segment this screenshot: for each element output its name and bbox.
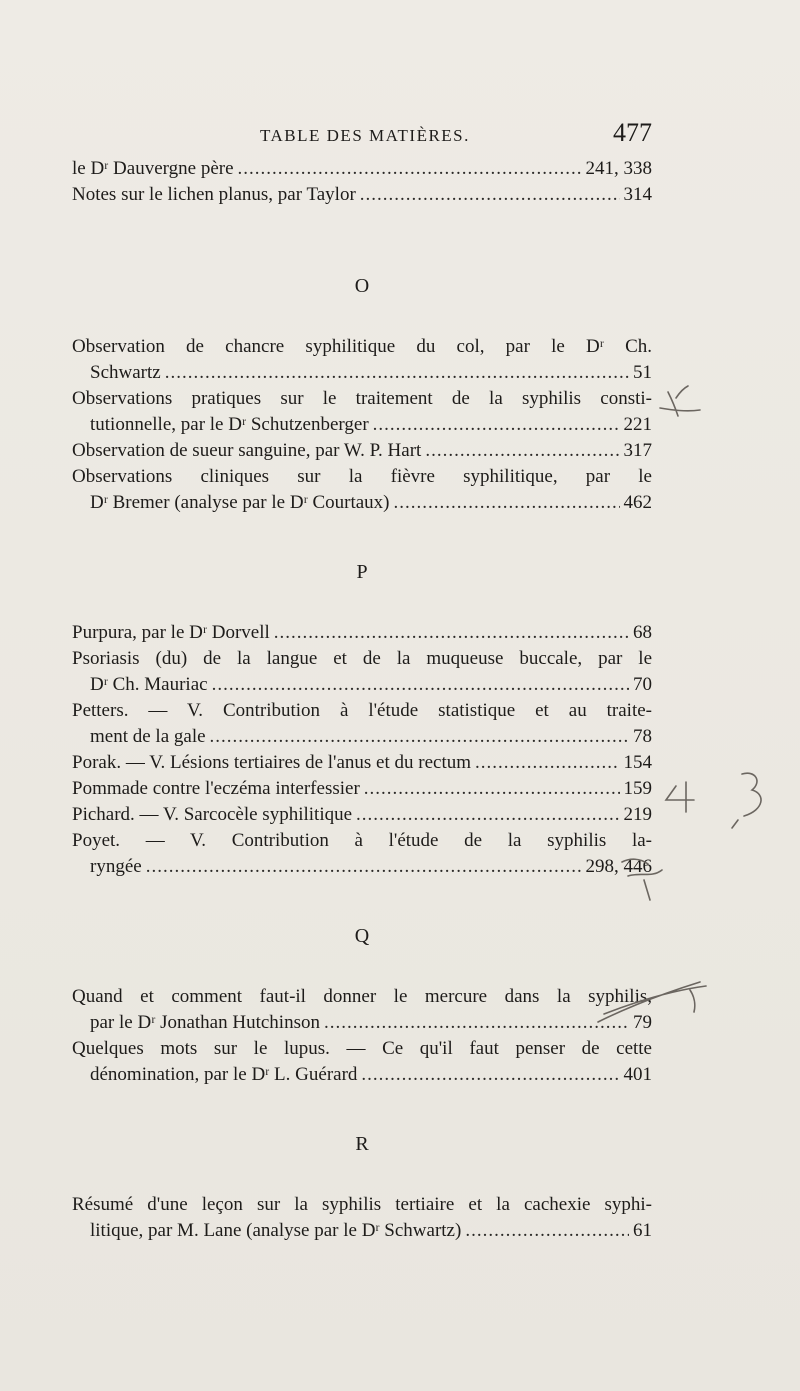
- dot-leader: [356, 802, 619, 828]
- toc-page-ref: 51: [633, 362, 652, 383]
- toc-entry-line: [72, 1218, 652, 1244]
- pencil-digit-3: [732, 773, 761, 828]
- toc-entry-line: [72, 438, 652, 464]
- dot-leader: [425, 438, 619, 464]
- toc-entry: [72, 182, 652, 208]
- toc-entry-line: [72, 334, 652, 360]
- dot-leader: [212, 672, 629, 698]
- toc-entry-line: [72, 854, 652, 880]
- toc-entry: [72, 984, 652, 1036]
- toc-page-ref: 154: [623, 752, 652, 773]
- toc-page-ref: 159: [623, 778, 652, 799]
- toc-entry-text: Schwartz: [90, 362, 161, 383]
- toc-page-ref: 462: [623, 492, 652, 513]
- toc-entry-line: [72, 750, 652, 776]
- toc-entry-text: Résumé d'une leçon sur la syphilis tertiaire et la cachexie syphi-: [72, 1194, 652, 1215]
- page-header: [72, 118, 652, 152]
- section-letter: O: [354, 275, 370, 297]
- toc-entry-line: [72, 828, 652, 854]
- dot-leader: [324, 1010, 629, 1036]
- toc-entry-line: [72, 724, 652, 750]
- toc-entry: [72, 698, 652, 750]
- toc-entry-line: [72, 360, 652, 386]
- toc-entry-line: [72, 490, 652, 516]
- dot-leader: [165, 360, 629, 386]
- toc-entry: [72, 464, 652, 516]
- dot-leader: [364, 776, 620, 802]
- dot-leader: [373, 412, 620, 438]
- toc-entry-text: le Dʳ Dauvergne père: [72, 158, 234, 179]
- toc-entry-line: [72, 776, 652, 802]
- toc-entry: [72, 1036, 652, 1088]
- toc-entry-text: Observation de chancre syphilitique du col, par le Dʳ Ch.: [72, 336, 652, 357]
- toc-entry-text: Purpura, par le Dʳ Dorvell: [72, 622, 270, 643]
- toc-page-ref: 78: [633, 726, 652, 747]
- toc-entry-line: [72, 1062, 652, 1088]
- toc-entry-text: Poyet. — V. Contribution à l'étude de la syphilis la-: [72, 830, 652, 851]
- toc-entry: [72, 620, 652, 646]
- page-number: 477: [613, 118, 652, 147]
- dot-leader: [475, 750, 620, 776]
- toc-page-ref: 68: [633, 622, 652, 643]
- toc-entry-text: litique, par M. Lane (analyse par le Dʳ Schwartz): [90, 1220, 462, 1241]
- toc-entry: [72, 1192, 652, 1244]
- table-of-contents: [72, 156, 652, 1244]
- toc-entry-line: [72, 1192, 652, 1218]
- section-letter: R: [355, 1133, 369, 1155]
- toc-entry-text: tutionnelle, par le Dʳ Schutzenberger: [90, 414, 369, 435]
- toc-entry: [72, 802, 652, 828]
- dot-leader: [360, 182, 620, 208]
- toc-entry-text: Quelques mots sur le lupus. — Ce qu'il faut penser de cette: [72, 1038, 652, 1059]
- pencil-check-mark: [660, 386, 700, 416]
- toc-entry: [72, 646, 652, 698]
- toc-entry: [72, 776, 652, 802]
- toc-page-ref: 221: [623, 414, 652, 435]
- toc-entry-line: [72, 620, 652, 646]
- toc-entry-text: dénomination, par le Dʳ L. Guérard: [90, 1064, 358, 1085]
- toc-entry-line: [72, 386, 652, 412]
- toc-page-ref: 70: [633, 674, 652, 695]
- toc-entry-text: Dʳ Ch. Mauriac: [90, 674, 208, 695]
- toc-entry-text: Observations pratiques sur le traitement de la syphilis consti-: [72, 388, 652, 409]
- toc-entry: [72, 828, 652, 880]
- toc-entry: [72, 438, 652, 464]
- dot-leader: [146, 854, 582, 880]
- toc-page-ref: 61: [633, 1220, 652, 1241]
- dot-leader: [238, 156, 582, 182]
- dot-leader: [210, 724, 629, 750]
- toc-entry-text: Pichard. — V. Sarcocèle syphilitique: [72, 804, 353, 825]
- toc-entry-line: [72, 1010, 652, 1036]
- toc-page-ref: 401: [623, 1064, 652, 1085]
- dot-leader: [361, 1062, 619, 1088]
- section-letter: P: [356, 561, 368, 583]
- toc-entry-text: par le Dʳ Jonathan Hutchinson: [90, 1012, 320, 1033]
- toc-entry-line: [72, 1036, 652, 1062]
- toc-entry-text: Notes sur le lichen planus, par Taylor: [72, 184, 356, 205]
- toc-entry-text: Dʳ Bremer (analyse par le Dʳ Courtaux): [90, 492, 390, 513]
- toc-entry-text: ryngée: [90, 856, 142, 877]
- toc-page-ref: 219: [623, 804, 652, 825]
- toc-entry-text: Observation de sueur sanguine, par W. P. Hart: [72, 440, 422, 461]
- toc-entry: [72, 334, 652, 386]
- toc-entry-line: [72, 646, 652, 672]
- toc-entry-text: Petters. — V. Contribution à l'étude statistique et au traite-: [72, 700, 652, 721]
- toc-page-ref: 317: [623, 440, 652, 461]
- running-head: TABLE DES MATIÈRES.: [260, 126, 470, 145]
- toc-entry-line: [72, 698, 652, 724]
- dot-leader: [274, 620, 629, 646]
- toc-entry-line: [72, 412, 652, 438]
- toc-page-ref: 79: [633, 1012, 652, 1033]
- toc-page-ref: 298, 446: [585, 856, 652, 877]
- section-letter: Q: [354, 925, 370, 947]
- pencil-digit-4: [666, 782, 694, 812]
- toc-entry-text: Quand et comment faut-il donner le mercure dans la syphilis,: [72, 986, 652, 1007]
- toc-entry-text: Observations cliniques sur la fièvre syphilitique, par le: [72, 466, 652, 487]
- toc-entry: [72, 386, 652, 438]
- toc-entry-text: Psoriasis (du) de la langue et de la muqueuse buccale, par le: [72, 648, 652, 669]
- toc-entry-text: Porak. — V. Lésions tertiaires de l'anus et du rectum: [72, 752, 471, 773]
- dot-leader: [393, 490, 619, 516]
- toc-entry-line: [72, 984, 652, 1010]
- toc-entry-line: [72, 802, 652, 828]
- toc-entry-line: [72, 672, 652, 698]
- toc-page-ref: 314: [623, 184, 652, 205]
- toc-entry: [72, 156, 652, 182]
- toc-entry-line: [72, 464, 652, 490]
- toc-entry-line: [72, 156, 652, 182]
- dot-leader: [465, 1218, 629, 1244]
- toc-entry-line: [72, 182, 652, 208]
- toc-entry: [72, 750, 652, 776]
- toc-entry-text: ment de la gale: [90, 726, 206, 747]
- toc-page-ref: 241, 338: [585, 158, 652, 179]
- toc-entry-text: Pommade contre l'eczéma interfessier: [72, 778, 360, 799]
